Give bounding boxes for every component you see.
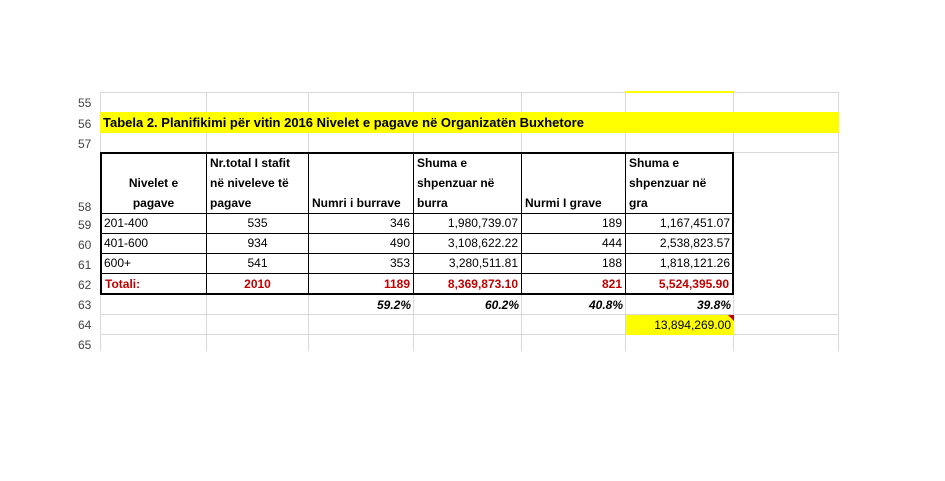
cell-men-sum[interactable]: 1,980,739.07: [413, 213, 522, 234]
row-number-59: 59: [78, 218, 92, 232]
header-women-sum-line2: shpenzuar në: [629, 176, 707, 190]
header-men-sum-line3: burra: [417, 196, 448, 210]
row-number-63: 63: [78, 298, 92, 312]
cell-men-sum[interactable]: 3,280,511.81: [413, 253, 522, 274]
cell-level[interactable]: 401-600: [100, 233, 207, 254]
header-total-staff-line3: pagave: [210, 196, 252, 210]
header-men-sum-line1: Shuma e: [417, 156, 468, 170]
cell-women[interactable]: 444: [521, 233, 626, 254]
cell-women-sum[interactable]: 2,538,823.57: [625, 233, 734, 254]
cell-level[interactable]: 600+: [100, 253, 207, 274]
cell-level[interactable]: 201-400: [100, 213, 207, 234]
header-women-count[interactable]: [521, 152, 626, 214]
header-men-count-line1: Numri i burrave: [312, 196, 401, 210]
row-number-64: 64: [78, 318, 92, 332]
header-nivelet-line1: Nivelet e: [128, 176, 179, 190]
totals-men-sum[interactable]: 8,369,873.10: [413, 273, 522, 295]
header-men-count[interactable]: [308, 152, 414, 214]
header-men-sum-line2: shpenzuar në: [417, 176, 495, 190]
row-number-65: 65: [78, 338, 92, 352]
header-total-staff-line1: Nr.total I stafit: [210, 156, 291, 170]
cell-women[interactable]: 188: [521, 253, 626, 274]
header-total-staff[interactable]: [206, 152, 309, 214]
row-number-62: 62: [78, 278, 92, 292]
table-title[interactable]: Tabela 2. Planifikimi për vitin 2016 Nivelet e pagave në Organizatën Buxhetore: [100, 112, 839, 133]
row-number-61: 61: [78, 258, 92, 272]
cell-men-sum[interactable]: 3,108,622.22: [413, 233, 522, 254]
cell-women-sum[interactable]: 1,818,121.26: [625, 253, 734, 274]
totals-women-sum[interactable]: 5,524,395.90: [625, 273, 734, 295]
cell-women[interactable]: 189: [521, 213, 626, 234]
row-number-57: 57: [78, 137, 92, 151]
header-nivelet-line2: pagave: [132, 196, 175, 210]
totals-women[interactable]: 821: [521, 273, 626, 295]
cell-total[interactable]: 934: [206, 233, 309, 254]
header-women-count-line1: Nurmi I grave: [525, 196, 602, 210]
header-women-sum-line1: Shuma e: [629, 156, 680, 170]
percent-women[interactable]: 40.8%: [588, 298, 623, 312]
row-number-56: 56: [78, 117, 92, 131]
percent-women-sum[interactable]: 39.8%: [696, 298, 731, 312]
totals-men[interactable]: 1189: [308, 273, 414, 295]
percent-men[interactable]: 59.2%: [376, 298, 411, 312]
comment-indicator-icon: [728, 315, 734, 321]
header-men-sum[interactable]: [413, 152, 522, 214]
totals-total[interactable]: 2010: [206, 273, 309, 295]
totals-label[interactable]: Totali:: [100, 273, 207, 295]
row-number-58: 58: [78, 200, 92, 214]
cell-women-sum[interactable]: 1,167,451.07: [625, 213, 734, 234]
grand-total-cell[interactable]: 13,894,269.00: [626, 315, 734, 335]
row-number-55: 55: [78, 96, 92, 110]
cell-total[interactable]: 541: [206, 253, 309, 274]
header-nivelet[interactable]: [100, 152, 207, 214]
cell-men[interactable]: 346: [308, 213, 414, 234]
cell-total[interactable]: 535: [206, 213, 309, 234]
percent-men-sum[interactable]: 60.2%: [484, 298, 519, 312]
header-women-sum-line3: gra: [629, 196, 648, 210]
cell-men[interactable]: 490: [308, 233, 414, 254]
row-number-60: 60: [78, 238, 92, 252]
header-total-staff-line2: në niveleve të: [210, 176, 289, 190]
header-women-sum[interactable]: [625, 152, 734, 214]
column-highlight-marker: [625, 91, 734, 93]
cell-men[interactable]: 353: [308, 253, 414, 274]
